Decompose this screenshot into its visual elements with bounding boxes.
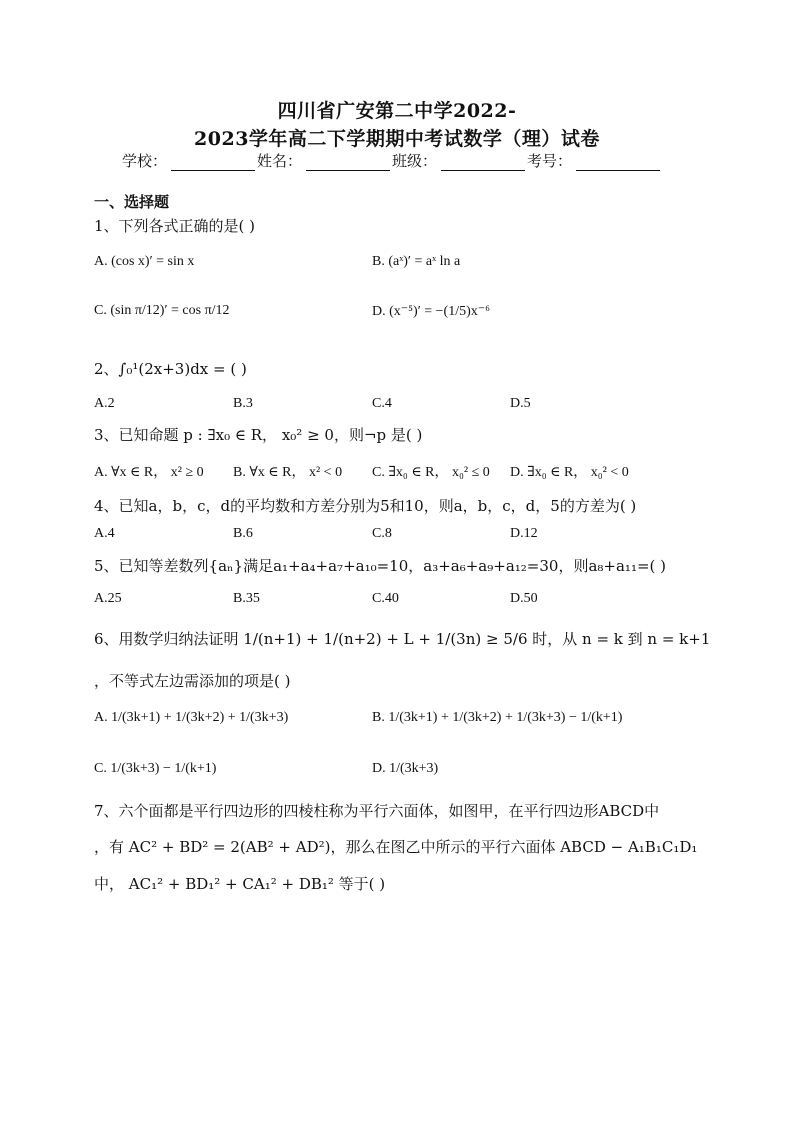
- q7-stem-line3: 中， AC₁² + BD₁² + CA₁² + DB₁² 等于( ): [94, 875, 386, 893]
- q1-option-a[interactable]: A. (cos x)′ = sin x: [94, 254, 195, 269]
- q2-option-a[interactable]: A.2: [94, 396, 115, 411]
- q4-stem: 4、已知a，b，c，d的平均数和方差分别为5和10，则a，b，c，d，5的方差为( ): [94, 497, 637, 515]
- q5-option-c[interactable]: C.40: [372, 591, 399, 606]
- student-info-row: [122, 150, 682, 171]
- q6-stem: 6、用数学归纳法证明 1/(n+1) + 1/(n+2) + L + 1/(3n) ≥ 5/6 时，从 n = k 到 n = k+1: [94, 630, 711, 648]
- exam-number-field[interactable]: [576, 154, 660, 171]
- class-field[interactable]: [441, 154, 525, 171]
- q2-stem: 2、∫₀¹(2x+3)dx = ( ): [94, 360, 247, 378]
- section-title: 一、选择题: [94, 193, 170, 211]
- q3-option-a[interactable]: A. ∀x ∈ R， x² ≥ 0: [94, 465, 204, 480]
- q4-option-c[interactable]: C.8: [372, 526, 392, 541]
- q1-option-d[interactable]: D. (x⁻⁵)′ = −(1/5)x⁻⁶: [372, 304, 491, 319]
- q1-option-c[interactable]: C. (sin π/12)′ = cos π/12: [94, 303, 230, 318]
- q3-option-b[interactable]: B. ∀x ∈ R， x² < 0: [233, 465, 343, 480]
- q2-option-c[interactable]: C.4: [372, 396, 392, 411]
- q6-option-c[interactable]: C. 1/(3k+3) − 1/(k+1): [94, 761, 217, 776]
- exam-title-line1: 四川省广安第二中学2022-: [277, 100, 517, 122]
- name-field[interactable]: [306, 154, 390, 171]
- q5-option-b[interactable]: B.35: [233, 591, 260, 606]
- q3-option-c[interactable]: C. ∃x₀ ∈ R， x₀² ≤ 0: [372, 465, 490, 480]
- name-label: 姓名：: [257, 152, 303, 170]
- q6-option-d[interactable]: D. 1/(3k+3): [372, 761, 439, 776]
- school-field[interactable]: [171, 154, 255, 171]
- q5-stem: 5、已知等差数列{aₙ}满足a₁+a₄+a₇+a₁₀=10，a₃+a₆+a₉+a₁₂=30，则a₈+a₁₁=( ): [94, 557, 666, 575]
- q6-option-b[interactable]: B. 1/(3k+1) + 1/(3k+2) + 1/(3k+3) − 1/(k+1): [372, 710, 623, 725]
- q5-option-a[interactable]: A.25: [94, 591, 122, 606]
- q6-option-a[interactable]: A. 1/(3k+1) + 1/(3k+2) + 1/(3k+3): [94, 710, 289, 725]
- school-label: 学校：: [122, 152, 168, 170]
- q4-option-a[interactable]: A.4: [94, 526, 115, 541]
- q4-option-b[interactable]: B.6: [233, 526, 253, 541]
- q7-stem: 7、六个面都是平行四边形的四棱柱称为平行六面体，如图甲，在平行四边形ABCD中: [94, 802, 660, 820]
- q1-stem: 1、下列各式正确的是( ): [94, 217, 256, 235]
- q2-option-b[interactable]: B.3: [233, 396, 253, 411]
- q3-option-d[interactable]: D. ∃x₀ ∈ R， x₀² < 0: [510, 465, 629, 480]
- q2-option-d[interactable]: D.5: [510, 396, 531, 411]
- exam-number-label: 考号：: [527, 152, 573, 170]
- q5-option-d[interactable]: D.50: [510, 591, 538, 606]
- q7-stem-line2: ，有 AC² + BD² = 2(AB² + AD²)，那么在图乙中所示的平行六面体 ABCD − A₁B₁C₁D₁: [94, 838, 698, 856]
- q6-stem-continued: ，不等式左边需添加的项是( ): [94, 672, 291, 690]
- class-label: 班级：: [392, 152, 438, 170]
- exam-title-line2: 2023学年高二下学期期中考试数学（理）试卷: [194, 128, 600, 150]
- q4-option-d[interactable]: D.12: [510, 526, 538, 541]
- q3-stem: 3、已知命题 p : ∃x₀ ∈ R， x₀² ≥ 0，则¬p 是( ): [94, 426, 423, 444]
- q1-option-b[interactable]: B. (aˣ)′ = aˣ ln a: [372, 254, 461, 269]
